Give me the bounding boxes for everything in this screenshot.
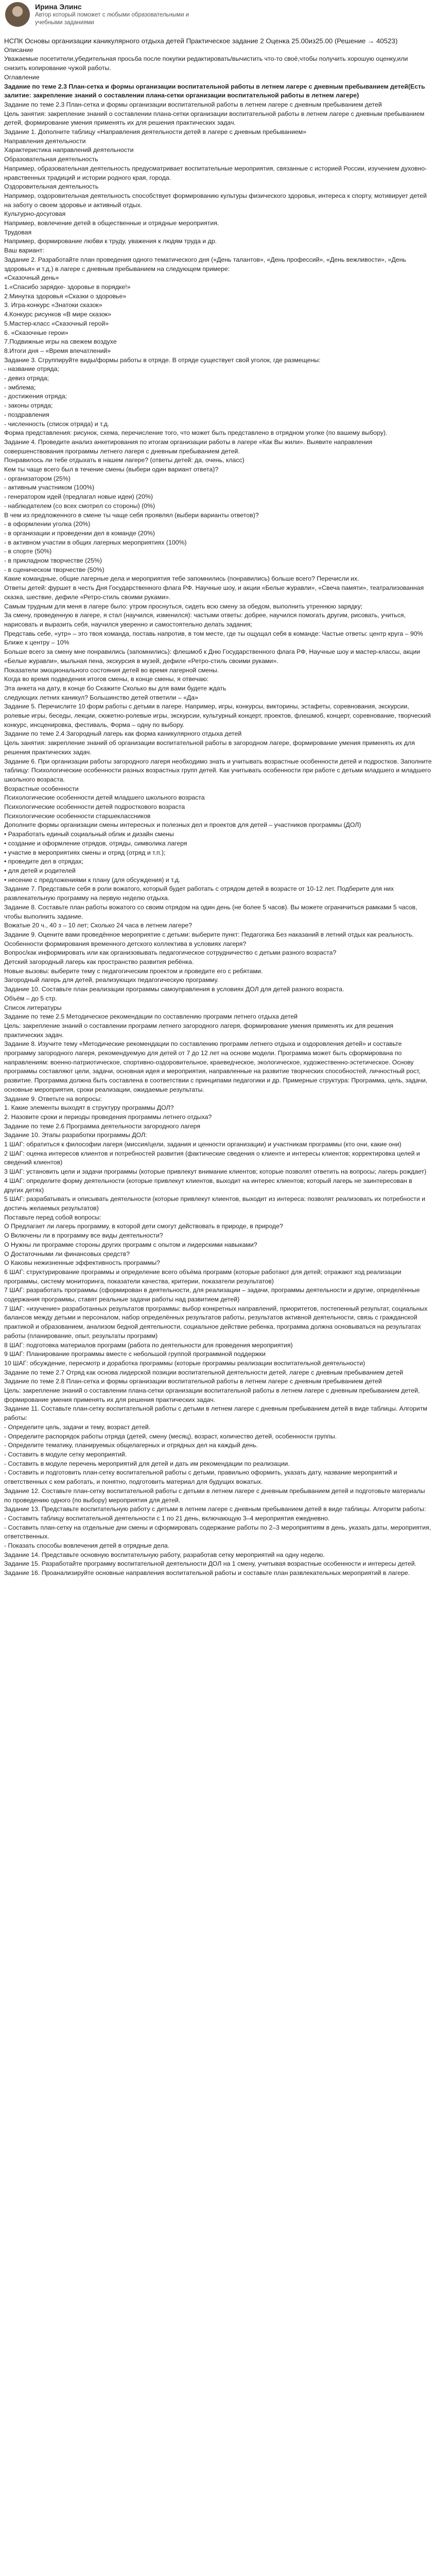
document-paragraph: Задание по теме 2.8 План-сетка и формы организации воспитательной работы в летнем лагере с дневным пребыванием детей: [4, 1378, 382, 1385]
document-paragraph: Цель занятия: закрепление знаний о составлении плана-сетки организации воспитательной работы в летнем лагере с дневным пребыванием детей, формирование умения применять их для решения практических задач.: [4, 110, 426, 127]
document-paragraph: Задание 6. При организации работы загородного лагеря необходимо знать и учитывать возрастные особенности детей и подростков. Заполните таблицу: Психологические особенности разных возрастных групп детей. Как учитывать особенности при работе с детьми младшего и младшего школьного возраста.: [4, 757, 434, 783]
document-paragraph: Описание: [4, 46, 33, 54]
document-paragraph: - Составить в модуле перечень мероприятий для детей и дать им рекомендации по реализации.: [4, 1460, 290, 1467]
document-paragraph: Психологические особенности старшеклассников: [4, 812, 151, 820]
document-paragraph: Новые вызовы: выберите тему с педагогическим проектом и проведите его с ребятами.: [4, 967, 263, 975]
document-paragraph: - активным участником (100%): [4, 484, 95, 492]
document-paragraph: • Разработать единый социальный облик и дизайн смены: [4, 831, 174, 838]
document-paragraph: Когда во время подведения итогов смены, в конце смены, я отвечаю:: [4, 675, 209, 683]
document-paragraph: Самым трудным для меня в лагере было: утром проснуться, сидеть всю смену за обедом, выполнить утреннюю зарядку;: [4, 602, 363, 610]
author-description: Автор который поможет с любыми образовательными и учебными заданиями: [35, 12, 189, 26]
document-paragraph: Особенности формирования временного детского коллектива в условиях лагеря?: [4, 940, 247, 947]
document-paragraph: 2.Минутка здоровья «Сказки о здоровье»: [4, 292, 127, 300]
document-paragraph: Например, вовлечение детей в общественные и отрядные мероприятия.: [4, 219, 219, 227]
document-paragraph: 6. «Сказочные герои»: [4, 329, 68, 336]
document-paragraph: Задание 8. Составьте план работы вожатого со своим отрядом на один день (не более 5 часов). Вы можете ограничиться рамками 5 часов, чтобы выполнить задание.: [4, 903, 419, 920]
document-paragraph: • создание и оформление отрядов, отряды, символика лагеря: [4, 839, 187, 847]
document-paragraph: 10 ШАГ: обсуждение, пересмотр и доработка программы (которые программы реализации воспитательной деятельности): [4, 1359, 365, 1367]
document-paragraph: 4 ШАГ: определите форму деятельности (которые привлекут клиентов, выходит на интерес клиентов; который лагерь не заинтересован в других детях): [4, 1177, 414, 1194]
document-paragraph: Психологические особенности детей подросткового возраста: [4, 803, 185, 811]
document-paragraph: - Составить и подготовить план-сетку воспитательной работы с детьми, правильно оформить, указать дату, название мероприятий и ответственных с кем работать, и понятно, подготовить материал для будущих вожатых.: [4, 1469, 399, 1486]
document-paragraph: Показатели эмоционального состояния детей во время лагерной смены.: [4, 666, 219, 674]
document-paragraph: 8 ШАГ: подготовка материалов программ (работа по деятельности для проведения мероприятия): [4, 1341, 293, 1349]
document-paragraph: Психологические особенности детей младшего школьного возраста: [4, 794, 205, 802]
document-paragraph: О Каковы нежизненные эффективность программы?: [4, 1259, 160, 1267]
document-paragraph: Вопрос/как информировать или как организовывать педагогическое сотрудничество с детьми разного возраста?: [4, 949, 337, 957]
author-header: [4, 0, 432, 27]
document-paragraph: Форма представления: рисунок, схема, перечисление того, что может быть представлено в отрядном уголке (по вашему выбору).: [4, 429, 388, 437]
document-paragraph: Поставьте перед собой вопросы:: [4, 1213, 101, 1221]
document-paragraph: 2 ШАГ: оценка интересов клиентов и потребностей развития (фактические сведения о клиенте и интересы клиентов; корректировка целей и сведений клиентов): [4, 1149, 422, 1166]
document-title: НСПК Основы организации каникулярного отдыха детей Практическое задание 2 Оценка 25.00из25.00 (Решение → 40523): [4, 37, 398, 45]
document-paragraph: Задание 10. Составьте план реализации программы самоуправления в условиях ДОЛ для детей разного возраста.: [4, 986, 344, 993]
document-paragraph: Задание по теме 2.5 Методическое рекомендации по составлению программ летнего отдыха детей: [4, 1013, 298, 1021]
document-paragraph: • несение с предложениями к плану (для обсуждения) и т.д.: [4, 876, 181, 884]
document-paragraph: Больше всего за смену мне понравились (запомнились): флешмоб к Дню Государственного флага РФ, Научные шоу и мастер-классы, акции «Белые журавли», мыльная пена, экскурсия в музей, дефиле «Ретро-стиль своими руками».: [4, 648, 422, 665]
document-paragraph: - девиз отряда;: [4, 375, 49, 382]
document-paragraph: Задание 1. Дополните таблицу «Направления деятельности детей в лагере с дневным пребыванием»: [4, 128, 307, 136]
document-paragraph: 7 ШАГ: разработать программы (сформирован в деятельности, для реализации – задачи, программы деятельности и другие, определённые содержания программы, ставят реальные задачи работы над развитием детей): [4, 1286, 422, 1303]
document-paragraphs: [4, 46, 432, 1578]
document-paragraph: О Нужны ли программе стороны других программ с опытом и лидерскими навыками?: [4, 1241, 257, 1248]
document-paragraph: В чем из предложенного в смене ты чаще себя проявлял (выбери варианты ответов)?: [4, 511, 259, 519]
document-paragraph: Трудовая: [4, 228, 32, 236]
document-paragraph: Загородный лагерь для детей, реализующих педагогическую программу.: [4, 976, 219, 984]
document-paragraph: - эмблема;: [4, 383, 36, 391]
document-paragraph: - наблюдателем (со всех смотрел со стороны) (0%): [4, 502, 155, 510]
document-paragraph: 4.Конкурс рисунков «В мире сказок»: [4, 311, 112, 318]
document-paragraph: Уважаемые посетители,убедительная просьба после покупки редактировать/вычистить что-то своё,чтобы получить хорошую оценку,или снизить копирование чужой работы.: [4, 55, 410, 72]
document-paragraph: - поздравления: [4, 411, 49, 418]
document-paragraph: Задание по теме 2.6 Программа деятельности загородного лагеря: [4, 1122, 201, 1130]
document-paragraph: Возрастные особенности: [4, 785, 79, 792]
document-body: [4, 27, 432, 1578]
document-paragraph: 1. Какие элементы выходят в структуру программы ДОЛ?: [4, 1104, 174, 1112]
document-paragraph: Задание 13. Представьте воспитательную работу с детьми в летнем лагере с дневным пребыванием детей в виде таблицы. Алгоритм работы:: [4, 1505, 426, 1513]
document-paragraph: 9 ШАГ: Планирование программы вместе с небольшой группой программной поддержки: [4, 1350, 266, 1358]
document-paragraph: Задание 2. Разработайте план проведения одного тематического дня («День талантов», «День профессий», «День вежливости», «День здоровья» и т.д.) в лагере с дневным пребыванием на следующем примере:: [4, 256, 408, 273]
document-paragraph: • для детей и родителей: [4, 867, 76, 874]
document-paragraph: Задание 7. Представьте себя в роли вожатого, который будет работать с отрядом детей в возрасте от 10-12 лет. Подберите для них развлекательную программу на первую неделю отдыха.: [4, 885, 396, 902]
document-paragraph: Задание по теме 2.3 План-сетка и формы организации воспитательной работы в летнем лагере с дневным пребыванием детей(Есть залитие: закрепление знаний о составлении плана-сетки организации воспитательной работы в летнем лагере): [4, 82, 427, 99]
document-paragraph: Культурно-досуговая: [4, 210, 66, 218]
document-paragraph: 7 ШАГ: «изучение» разработанных результатов программы: выбор конкретных направлений, приоритетов, постепенный результат, социальных балансов между детьми и персоналом, набор определённых результатов работы, результатов активной деятельности, связь с гражданской практикой и образованием, анализом бедной деятельности, социальное действие ребенка, программа должна основываться на результатах работы (планирование, опыт, результаты программ): [4, 1304, 429, 1340]
document-paragraph: Задание по теме 2.4 Загородный лагерь как форма каникулярного отдыха детей: [4, 730, 242, 738]
document-paragraph: 3. Игра-конкурс «Знатоки сказок»: [4, 301, 102, 309]
document-paragraph: - Определите тематику, планируемых общелагерных и отрядных дел на каждый день.: [4, 1442, 258, 1449]
document-paragraph: 3 ШАГ: установить цели и задачи программы (которые привлекут внимание клиентов; которые позволят ответить на вопросы; лагерь рождает): [4, 1168, 427, 1176]
document-paragraph: 1 ШАГ: обратиться к философии лагеря (миссия/цели, задания и ценности организации) и участникам программы (кто они, какие они): [4, 1141, 402, 1148]
document-paragraph: Какие командные, общие лагерные дела и мероприятия тебе запомнились (понравились) больше всего? Перечисли их.: [4, 575, 359, 583]
document-paragraph: Образовательная деятельность: [4, 156, 98, 163]
document-paragraph: Оглавление: [4, 73, 40, 81]
document-paragraph: О Предлагает ли лагерь программу, в которой дети смогут действовать в природе, в природе?: [4, 1223, 283, 1230]
author-name[interactable]: Ирина Элинс: [35, 3, 82, 11]
document-paragraph: - Составить таблицу воспитательной деятельности с 1 по 21 день, включающую 3–4 мероприятия ежедневно.: [4, 1514, 330, 1522]
document-paragraph: - генератором идей (предлагал новые идеи) (20%): [4, 493, 153, 501]
document-paragraph: Детский загородный лагерь как пространство развития ребёнка.: [4, 958, 194, 966]
author-avatar[interactable]: [5, 2, 30, 27]
document-paragraph: Задание 4. Проведите анализ анкетирования по итогам организации работы в лагере «Как Вы жили». Выявите направления совершенствования программы летнего лагеря с дневным пребыванием детей.: [4, 438, 374, 455]
document-paragraph: 8.Итоги дня – «Время впечатлений»: [4, 347, 111, 354]
document-paragraph: Понравилось ли тебе отдыхать в нашем лагере? (ответы детей: да, очень, класс): [4, 456, 245, 464]
document-paragraph: - в активном участии в общих лагерных мероприятиях (100%): [4, 538, 187, 546]
document-paragraph: Ваш вариант:: [4, 247, 44, 255]
document-paragraph: - в прикладном творчестве (25%): [4, 557, 102, 565]
document-paragraph: «Сказочный день»: [4, 274, 59, 282]
document-paragraph: Направления деятельности: [4, 137, 86, 145]
document-paragraph: 5 ШАГ: разрабатывать и описывать деятельности (которые привлекут клиентов, выходит из интереса: позволят реализовать их потребности и достичь желаемых результатов): [4, 1195, 427, 1212]
document-paragraph: Оздоровительная деятельность: [4, 183, 99, 191]
document-paragraph: Объём – до 5 стр.: [4, 994, 57, 1002]
document-paragraph: • участие в мероприятиях смены и отряд (отряд и т.п.);: [4, 849, 166, 856]
document-paragraph: Характеристика направлений деятельности: [4, 146, 134, 154]
document-paragraph: Дополните формы организации смены интересных и полезных дел и проектов для детей – участников программы (ДОЛ): [4, 821, 361, 829]
document-paragraph: Кем ты чаще всего был в течение смены (выбери один вариант ответа)?: [4, 466, 219, 473]
document-paragraph: Задание 5. Перечислите 10 форм работы с детьми в лагере. Например, игры, конкурсы, викторины, эстафеты, соревнования, экскурсии, ролевые игры, беседы, лекции, сюжетно-ролевые игры, экскурсии, культурный концерт, проектов, флешмоб, концерт, соревнование, творческий конкурс, инсценировка, фестиваль, Форма – одну по выбору.: [4, 703, 433, 728]
document-paragraph: - название отряда;: [4, 365, 59, 373]
document-paragraph: О Достаточными ли финансовых средств?: [4, 1250, 130, 1258]
document-paragraph: Задание 12. Составьте план-сетку воспитательной работы с детьми в летнем лагере с дневным пребыванием детей и подготовьте материалы по проведению одного (по выбору) мероприятия для детей.: [4, 1487, 427, 1504]
document-paragraph: Например, образовательная деятельность предусматривает воспитательные мероприятия, связанные с историей России, изучением духовно-нравственных традиций и истории родного края, города.: [4, 164, 427, 181]
document-paragraph: - численность (список отряда) и т.д.: [4, 420, 110, 428]
document-paragraph: Задание 15. Разработайте программу воспитательной деятельности ДОЛ на 1 смену, учитывая возрастные особенности и интересы детей.: [4, 1560, 417, 1568]
document-paragraph: - Показать способы вовлечения детей в отрядные дела.: [4, 1542, 170, 1550]
document-paragraph: 5.Мастер-класс «Сказочный герой»: [4, 319, 109, 327]
document-paragraph: следующих летних каникул? Большинство детей ответили – «Да»: [4, 693, 198, 701]
document-paragraph: Задание 14. Представьте основную воспитательную работу, разработав сетку мероприятий на одну неделю.: [4, 1551, 325, 1558]
document-paragraph: - достижения отряда;: [4, 393, 67, 400]
document-paragraph: Задание 9. Ответьте на вопросы:: [4, 1095, 102, 1103]
document-paragraph: За смену, проведенную в лагере, я стал (научился, изменился): частыми ответы: добрее, научился помогать другим, рисовать, учиться, нарисовать и выразить себя, научился уверенно и самостоятельно делать задания;: [4, 612, 408, 628]
document-paragraph: - в спорте (50%): [4, 548, 52, 555]
document-paragraph: Цель занятия: закрепление знаний об организации воспитательной работы в загородном лагере, формирование умения применять их для решения практических задач.: [4, 739, 417, 756]
document-paragraph: Задание 10. Этапы разработки программы ДОЛ:: [4, 1131, 147, 1139]
document-paragraph: Эта анкета на дату, в конце бо Скажите Сколько вы для вами будете ждать: [4, 684, 226, 692]
document-paragraph: Ответы детей: фуршет в честь Дня Государственного флага РФ. Научные шоу, и акции «Белые журавли», «Свеча памяти», театрализованная сказка, шествие, дефиле «Ретро-стиль своими руками».: [4, 584, 426, 601]
document-paragraph: - в сценическом творчестве (50%): [4, 566, 104, 573]
document-paragraph: - законы отряда;: [4, 402, 53, 410]
document-paragraph: Задание 16. Проанализируйте основные направления воспитательной работы и составьте план развлекательных мероприятий в лагере.: [4, 1569, 410, 1577]
document-paragraph: Например, формирование любви к труду, уважения к людям труда и др.: [4, 238, 217, 245]
document-paragraph: Задание по теме 2.7 Отряд как основа лидерской позиции воспитательной деятельности детей, лагере с дневным пребыванием детей: [4, 1368, 404, 1376]
document-paragraph: - организатором (25%): [4, 474, 71, 482]
document-paragraph: Цель: закрепление знаний о составлении программ летнего загородного лагеря, формирование умения применять их для решения практических задач.: [4, 1022, 395, 1039]
document-paragraph: Задание 9. Оцените вами проведённое мероприятие с детьми: выберите пункт: Педагогика Без наказаний в летний отдых как реальность.: [4, 930, 414, 938]
document-paragraph: 2. Назовите сроки и периоды проведения программы летнего отдыха?: [4, 1113, 212, 1121]
document-paragraph: Например, оздоровительная деятельность способствует формированию культуры физического здоровья, интереса к спорту, мотивирует детей на заботу о своем здоровье и активный отдых.: [4, 192, 429, 209]
document-paragraph: - Определите распорядок работы отряда (детей, смену (месяц), возраст, количество детей, особенности группы.: [4, 1432, 337, 1440]
document-paragraph: • проведите дел в отрядах;: [4, 858, 84, 866]
document-paragraph: 1.«Спасибо зарядке- здоровье в порядке!»: [4, 283, 131, 291]
document-paragraph: Задание 11. Составьте план-сетку воспитательной работы с детьми в летнем лагере с дневным пребыванием детей в виде таблицы. Алгоритм работы:: [4, 1405, 429, 1422]
document-paragraph: Задание 3. Сгруппируйте виды/формы работы в отряде. В отряде существует свой уголок, где размещены:: [4, 356, 321, 364]
document-paragraph: - Составить в модуле сетку мероприятий.: [4, 1450, 127, 1458]
document-paragraph: - Определите цель, задачи и тему, возраст детей.: [4, 1423, 150, 1431]
document-paragraph: - в оформлении уголка (20%): [4, 520, 91, 528]
document-paragraph: Задание по теме 2.3 План-сетка и формы организации воспитательной работы в летнем лагере с дневным пребыванием детей: [4, 100, 382, 108]
document-paragraph: 7.Подвижные игры на свежем воздухе: [4, 338, 117, 346]
document-paragraph: О Включены ли в программу все виды деятельности?: [4, 1232, 163, 1240]
document-paragraph: Список литературы: [4, 1004, 62, 1011]
document-paragraph: Цель: закрепление знаний о составлении плана-сетки организации воспитательной работы в летнем лагере с дневным пребыванием детей, формирование умения применять их для решения практических задач.: [4, 1387, 422, 1403]
document-paragraph: - Составить план-сетку на отдельные дни смены и сформировать содержание работы по 2–3 мероприятиям в день, указать даты, мероприятия, ответственных.: [4, 1523, 433, 1540]
author-info: [35, 2, 189, 27]
document-paragraph: Задание 8. Изучите тему «Методические рекомендации по составлению программ летнего отдыха и оздоровления детей» и составьте программу загородного лагеря, рекомендуемую для детей от 7 до 12 лет на основе модели. Программа может быть сформирована по направлениям: военно-патриотическое, спортивно-оздоровительное, краеведческое, экологическое, художественно-эстетическое. Основу программы составляют цели, задачи, основная идея и мероприятия, направленные на развитие творческих способностей, личностный рост, развитие. Программа должна быть составлена в соответствии с принципами педагогики и др. Примерные структура: Программа, цель, задачи, основные мероприятия, сроки реализации, ожидаемые результаты.: [4, 1040, 429, 1093]
document-paragraph: - в организации и проведении дел в команде (20%): [4, 529, 155, 537]
document-paragraph: Представь себе, «утр» – это твоя команда, поставь напротив, в том месте, где ты ощущал себя в команде: Частые ответы: центр круга – 90% Ближе к центру – 10%: [4, 630, 425, 647]
document-paragraph: Вожатые 20 ч., 40 з – 10 лет; Сколько 24 часа в летнем лагере?: [4, 922, 193, 929]
document-paragraph: 6 ШАГ: структурирование программы и определение всего объёма программ (которые работают для детей; отражают ход реализации программы, систему мониторинга, показатели качества, критерии, показатели результатов): [4, 1268, 403, 1285]
